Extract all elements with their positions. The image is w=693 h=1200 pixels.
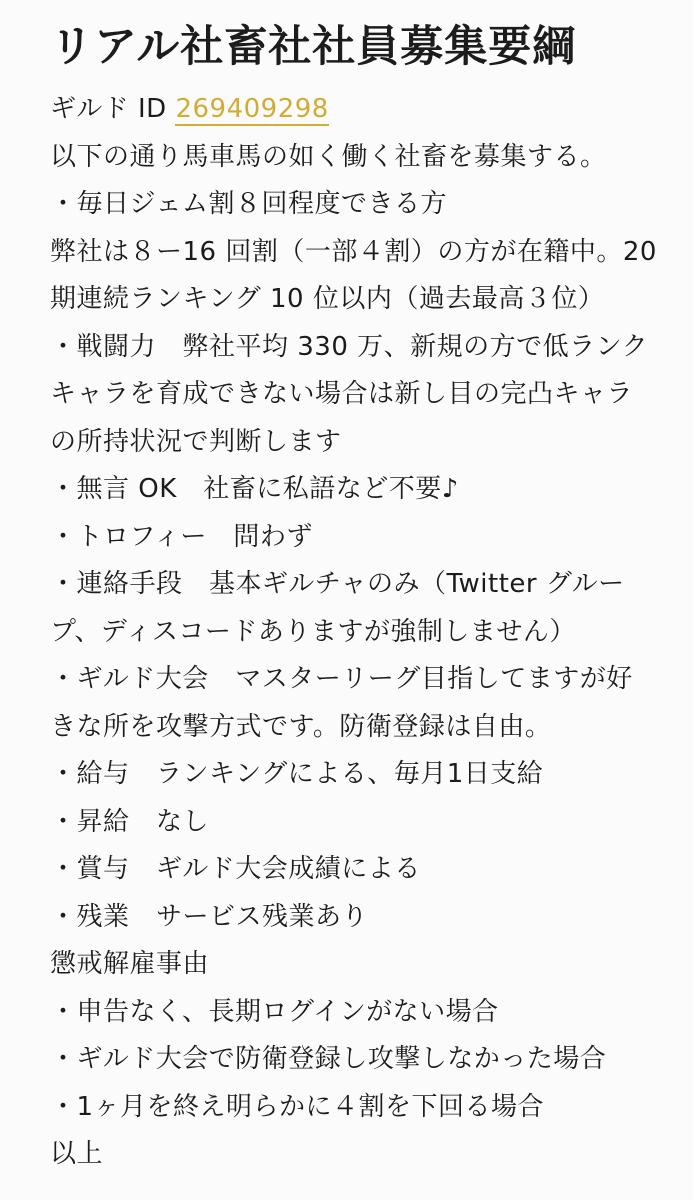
- text-line: ・賞与 ギルド大会成績による: [50, 854, 421, 884]
- guild-id-link[interactable]: 269409298: [175, 94, 329, 124]
- text-line: ・ギルド大会 マスターリーグ目指してますが好: [50, 664, 633, 694]
- text-line: ・無言 OK 社畜に私語など不要♪: [50, 474, 459, 504]
- text-line: ・1ヶ月を終え明らかに４割を下回る場合: [50, 1091, 545, 1122]
- text-line: ・昇給 なし: [50, 806, 210, 837]
- guild-id-label: ギルド ID: [50, 94, 176, 124]
- text-line: ・戦闘力 弊社平均 330 万、新規の方で低ランク: [50, 331, 649, 362]
- closing-text: 以上: [50, 1139, 104, 1169]
- text-line: 弊社は８ー16 回割（一部４割）の方が在籍中。20: [50, 236, 657, 267]
- text-line: プ、ディスコードありますが強制しません）: [50, 616, 576, 647]
- text-line: ・給与 ランキングによる、毎月1日支給: [50, 759, 544, 789]
- text-line: ・ギルド大会で防衛登録し攻撃しなかった場合: [50, 1044, 607, 1074]
- section-heading: 懲戒解雇事由: [50, 949, 210, 979]
- text-line: ・申告なく、長期ログインがない場合: [50, 996, 499, 1027]
- text-line: キャラを育成できない場合は新し目の完凸キャラ: [50, 379, 634, 409]
- text-line: きな所を攻撃方式です。防衛登録は自由。: [50, 711, 552, 742]
- page-title: リアル社畜社社員募集要綱: [50, 22, 577, 72]
- guild-id-line: [50, 86, 693, 134]
- text-line: ・毎日ジェム割８回程度できる方: [50, 189, 447, 219]
- text-line: ・残業 サービス残業あり: [50, 901, 369, 932]
- text-line: ・連絡手段 基本ギルチャのみ（Twitter グルー: [50, 569, 625, 599]
- text-line: 期連続ランキング 10 位以内（過去最高３位）: [50, 284, 605, 314]
- text-line: の所持状況で判断します: [50, 426, 342, 457]
- text-line: 以下の通り馬車馬の如く働く社畜を募集する。: [50, 141, 607, 172]
- text-line: ・トロフィー 問わず: [50, 521, 313, 552]
